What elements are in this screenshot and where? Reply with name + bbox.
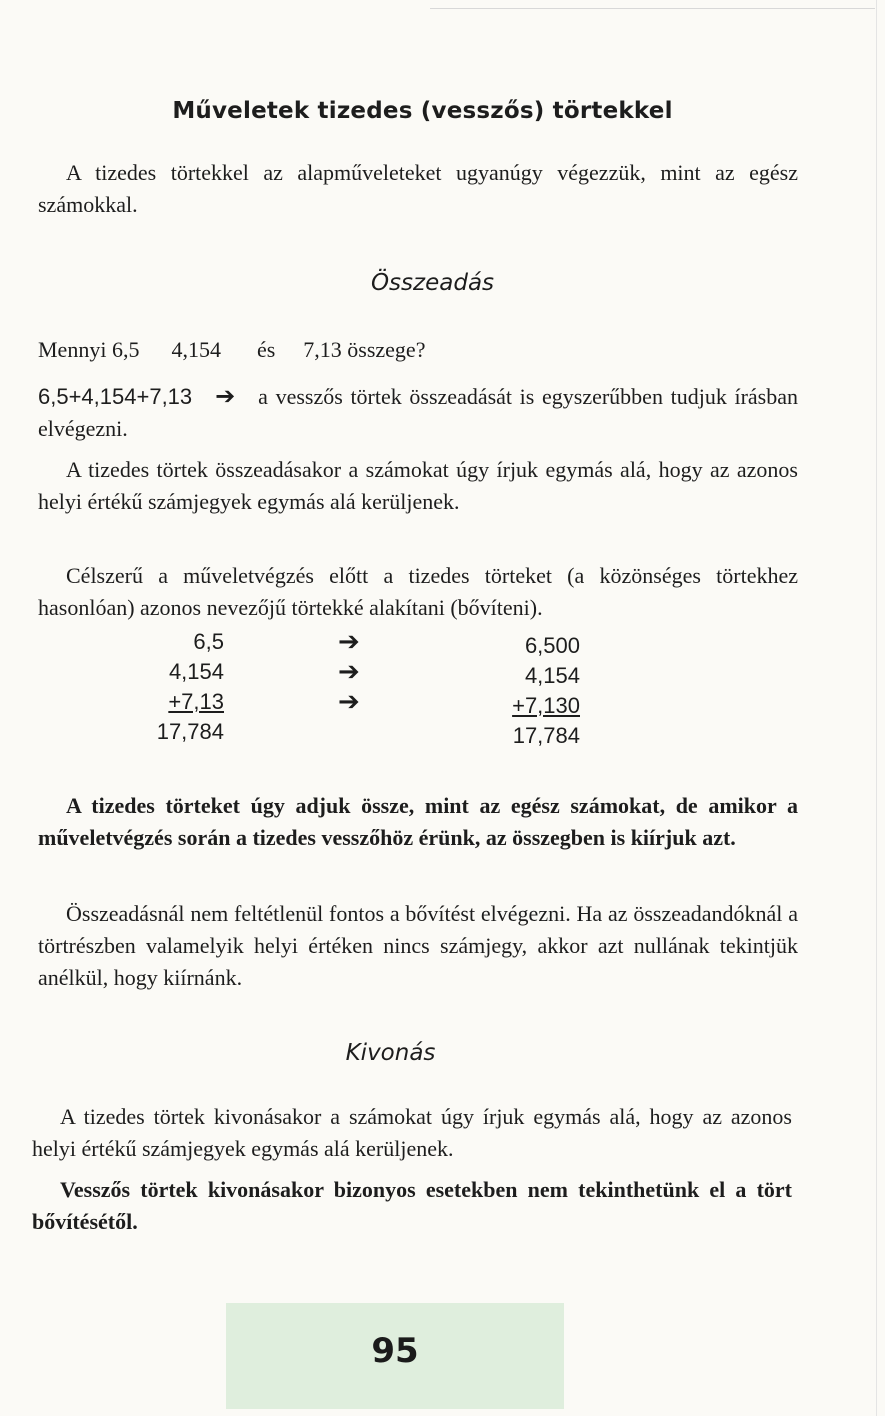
calc-right-row: +7,130	[512, 693, 580, 718]
question-and: és	[256, 337, 276, 362]
question-number: 4,154	[171, 337, 221, 362]
arrow-right-icon: ➔	[215, 382, 236, 410]
addition-rule: A tizedes törtek összeadásakor a számokat úgy írjuk egymás alá, hogy az azonos helyi értékű számjegyek egymás alá kerüljenek.	[38, 457, 798, 514]
calc-right-row: 4,154	[524, 663, 580, 688]
arrow-right-icon: ➔	[338, 657, 360, 687]
question-prefix: Mennyi 6,5	[38, 337, 140, 362]
arrow-right-icon: ➔	[338, 687, 360, 717]
addition-note: Összeadásnál nem feltétlenül fontos a bővítést elvégezni. Ha az összeadandóknál a törtrészben valamelyik helyi értéken nincs számjegy, akkor azt nullának tekintjük anélkül, hogy kiírnánk.	[38, 901, 798, 990]
calc-left-row: +7,13	[168, 689, 224, 714]
intro-paragraph: A tizedes törtekkel az alapműveleteket ugyanúgy végezzük, mint az egész számokkal.	[38, 160, 798, 217]
arrow-right-icon: ➔	[338, 627, 360, 657]
addition-expression: 6,5+4,154+7,13	[38, 384, 193, 409]
calc-right-sum: 17,784	[512, 723, 580, 748]
addition-bold-rule: A tizedes törteket úgy adjuk össze, mint az egész számokat, de amikor a műveletvégzés során a tizedes vesszőhöz érünk, az összegben is kiírjuk azt.	[38, 793, 798, 850]
subtraction-rule: A tizedes törtek kivonásakor a számokat úgy írjuk egymás alá, hogy az azonos helyi értékű számjegyek egymás alá kerüljenek.	[32, 1104, 792, 1161]
calc-left-sum: 17,784	[156, 719, 224, 744]
calc-right-column	[488, 631, 580, 751]
page-title: Műveletek tizedes (vesszős) törtekkel	[172, 98, 673, 124]
page-number: 95	[371, 1331, 419, 1371]
page-number-box	[226, 1303, 564, 1409]
question-suffix: 7,13 összege?	[303, 337, 426, 362]
subtraction-bold-rule: Vesszős törtek kivonásakor bizonyos esetekben nem tekinthetünk el a tört bővítésétől.	[32, 1177, 792, 1234]
subtraction-heading: Kivonás	[345, 1040, 436, 1066]
addition-heading: Összeadás	[370, 270, 495, 296]
calc-left-column	[124, 627, 224, 747]
right-edge-line	[876, 0, 877, 1416]
expression-text: a vesszős törtek összeadását is egyszerűbben tudjuk írásban elvégezni.	[38, 384, 799, 441]
calc-right-row: 6,500	[524, 633, 580, 658]
calc-left-row: 4,154	[168, 659, 224, 684]
expression-paragraph	[38, 380, 798, 445]
top-edge-line	[430, 8, 875, 9]
addition-question	[38, 337, 425, 363]
addition-tip: Célszerű a műveletvégzés előtt a tizedes törteket (a közönséges törtekhez hasonlóan) azonos nevezőjű törtekké alakítani (bővíteni).	[38, 563, 798, 620]
calc-arrows	[338, 627, 360, 717]
calc-left-row: 6,5	[193, 629, 224, 654]
